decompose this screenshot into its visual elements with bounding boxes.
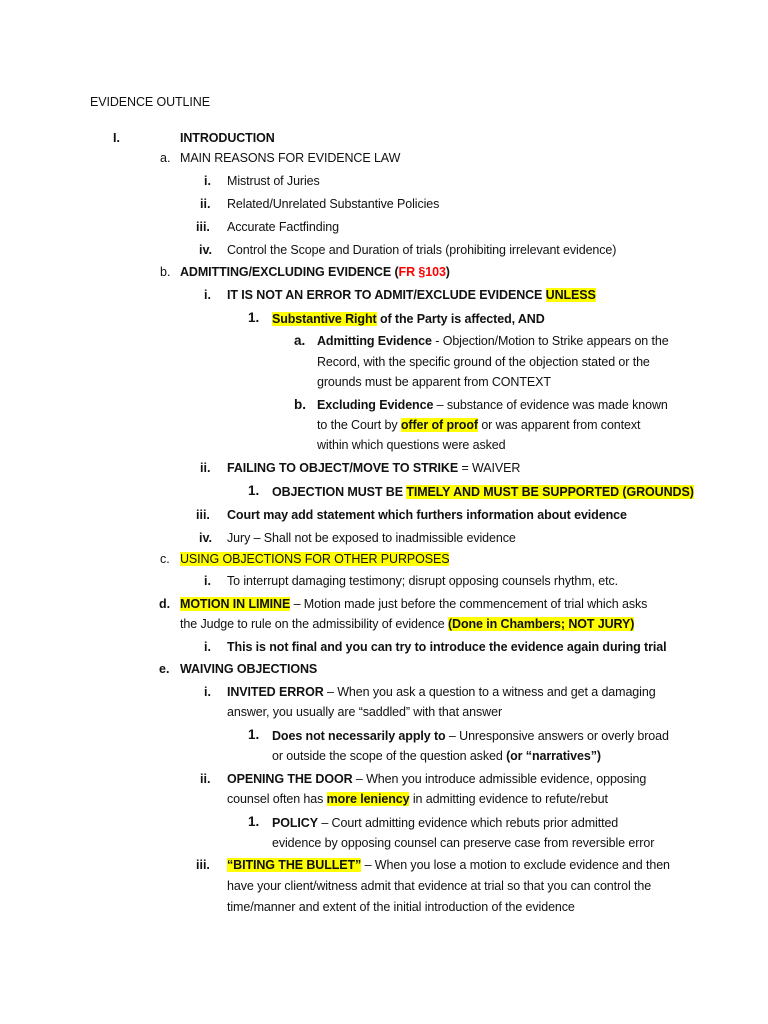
item-text: IT IS NOT AN ERROR TO ADMIT/EXCLUDE EVIDENCE <box>227 288 543 302</box>
item-text: counsel often has <box>227 792 324 806</box>
subsection-marker: b. <box>160 265 171 279</box>
item-marker: i. <box>204 174 211 188</box>
highlight: TIMELY AND MUST BE SUPPORTED (GROUNDS) <box>406 485 694 499</box>
highlight: UNLESS <box>545 288 596 302</box>
item-text: - Objection/Motion to Strike appears on the <box>435 334 669 348</box>
heading-text: ) <box>445 265 450 279</box>
item-text: = WAIVER <box>461 461 521 475</box>
item-marker: iii. <box>196 508 210 522</box>
item-text: in admitting evidence to refute/rebut <box>412 792 608 806</box>
highlight: offer of proof <box>400 418 478 432</box>
list-item <box>317 331 669 351</box>
continuation-line <box>227 789 608 809</box>
item-marker: i. <box>204 288 211 302</box>
item-text: – When you introduce admissible evidence, opposing <box>355 772 647 786</box>
item-marker: ii. <box>200 772 211 786</box>
item-text: – When you lose a motion to exclude evidence and then <box>364 858 670 872</box>
item-marker: a. <box>294 333 306 348</box>
item-marker: ii. <box>200 461 211 475</box>
list-item <box>317 395 668 415</box>
subsection-heading: WAIVING OBJECTIONS <box>180 662 318 676</box>
list-item: Mistrust of Juries <box>227 174 320 188</box>
list-item: Accurate Factfinding <box>227 220 339 234</box>
list-item <box>227 769 646 789</box>
continuation-line: evidence by opposing counsel can preserve case from reversible error <box>272 836 655 850</box>
continuation-line <box>317 415 640 435</box>
list-item: Control the Scope and Duration of trials (prohibiting irrelevant evidence) <box>227 243 617 257</box>
item-bold: (or “narratives”) <box>506 749 601 763</box>
list-item <box>272 309 545 329</box>
item-bold: FAILING TO OBJECT/MOVE TO STRIKE <box>227 461 459 475</box>
list-item <box>272 726 669 746</box>
item-text: the Judge to rule on the admissibility of evidence <box>180 617 445 631</box>
list-item <box>272 813 618 833</box>
item-marker: ii. <box>200 197 211 211</box>
item-text: to the Court by <box>317 418 398 432</box>
item-bold: OPENING THE DOOR <box>227 772 353 786</box>
list-item: Court may add statement which furthers information about evidence <box>227 508 627 522</box>
list-item: Jury – Shall not be exposed to inadmissible evidence <box>227 531 516 545</box>
item-text: or outside the scope of the question asked <box>272 749 503 763</box>
highlight: Substantive Right <box>272 312 377 326</box>
list-item <box>227 855 670 875</box>
subsection-heading: MAIN REASONS FOR EVIDENCE LAW <box>180 151 401 165</box>
continuation-line: grounds must be apparent from CONTEXT <box>317 375 551 389</box>
item-text: – substance of evidence was made known <box>436 398 668 412</box>
item-text: or was apparent from context <box>481 418 641 432</box>
continuation-line: answer, you usually are “saddled” with that answer <box>227 705 503 719</box>
list-item <box>227 682 656 702</box>
item-text: – Court admitting evidence which rebuts prior admitted <box>321 816 619 830</box>
subsection-marker: a. <box>160 151 171 165</box>
item-bold: INVITED ERROR <box>227 685 324 699</box>
list-item <box>227 458 520 478</box>
highlight: more leniency <box>326 792 410 806</box>
list-item: To interrupt damaging testimony; disrupt opposing counsels rhythm, etc. <box>227 574 619 588</box>
item-marker: iv. <box>199 243 212 257</box>
item-bold: Excluding Evidence <box>317 398 434 412</box>
rule-reference: FR §103 <box>398 265 446 279</box>
item-marker: i. <box>204 574 211 588</box>
item-text: – Unresponsive answers or overly broad <box>448 729 669 743</box>
heading-text: ADMITTING/EXCLUDING EVIDENCE ( <box>180 265 399 279</box>
subsection-marker: d. <box>159 597 171 611</box>
item-bold: Does not necessarily apply to <box>272 729 446 743</box>
subsection-marker: c. <box>160 552 170 566</box>
item-marker: iii. <box>196 220 210 234</box>
item-marker: i. <box>204 640 211 654</box>
highlight: “BITING THE BULLET” <box>227 858 362 872</box>
item-text: – When you ask a question to a witness and get a damaging <box>327 685 656 699</box>
continuation-line: time/manner and extent of the initial introduction of the evidence <box>227 900 575 914</box>
list-item <box>227 285 596 305</box>
continuation-line <box>180 614 634 634</box>
highlight: USING OBJECTIONS FOR OTHER PURPOSES <box>180 552 450 566</box>
subsection-marker: e. <box>159 662 170 676</box>
section-heading: INTRODUCTION <box>180 131 275 145</box>
item-bold: POLICY <box>272 816 318 830</box>
continuation-line: within which questions were asked <box>317 438 506 452</box>
item-marker: i. <box>204 685 211 699</box>
highlight: (Done in Chambers; NOT JURY) <box>447 617 635 631</box>
item-marker: 1. <box>248 310 260 325</box>
item-marker: b. <box>294 397 306 412</box>
item-marker: 1. <box>248 483 260 498</box>
item-marker: 1. <box>248 727 260 742</box>
subsection-heading <box>180 594 647 614</box>
continuation-line <box>272 746 601 766</box>
continuation-line: have your client/witness admit that evidence at trial so that you can control the <box>227 879 652 893</box>
highlight: MOTION IN LIMINE <box>180 597 291 611</box>
list-item: This is not final and you can try to introduce the evidence again during trial <box>227 640 667 654</box>
subsection-heading <box>180 262 450 282</box>
item-text: – Motion made just before the commencement of trial which asks <box>293 597 648 611</box>
section-marker: I. <box>113 131 120 145</box>
item-marker: iii. <box>196 858 210 872</box>
item-marker: 1. <box>248 814 260 829</box>
list-item: Related/Unrelated Substantive Policies <box>227 197 440 211</box>
item-text: OBJECTION MUST BE <box>272 485 403 499</box>
item-marker: iv. <box>199 531 212 545</box>
item-bold: Admitting Evidence <box>317 334 432 348</box>
continuation-line: Record, with the specific ground of the objection stated or the <box>317 355 650 369</box>
subsection-heading <box>180 549 449 569</box>
document-title: EVIDENCE OUTLINE <box>90 95 210 109</box>
list-item <box>272 482 694 502</box>
item-text: of the Party is affected, AND <box>379 312 545 326</box>
